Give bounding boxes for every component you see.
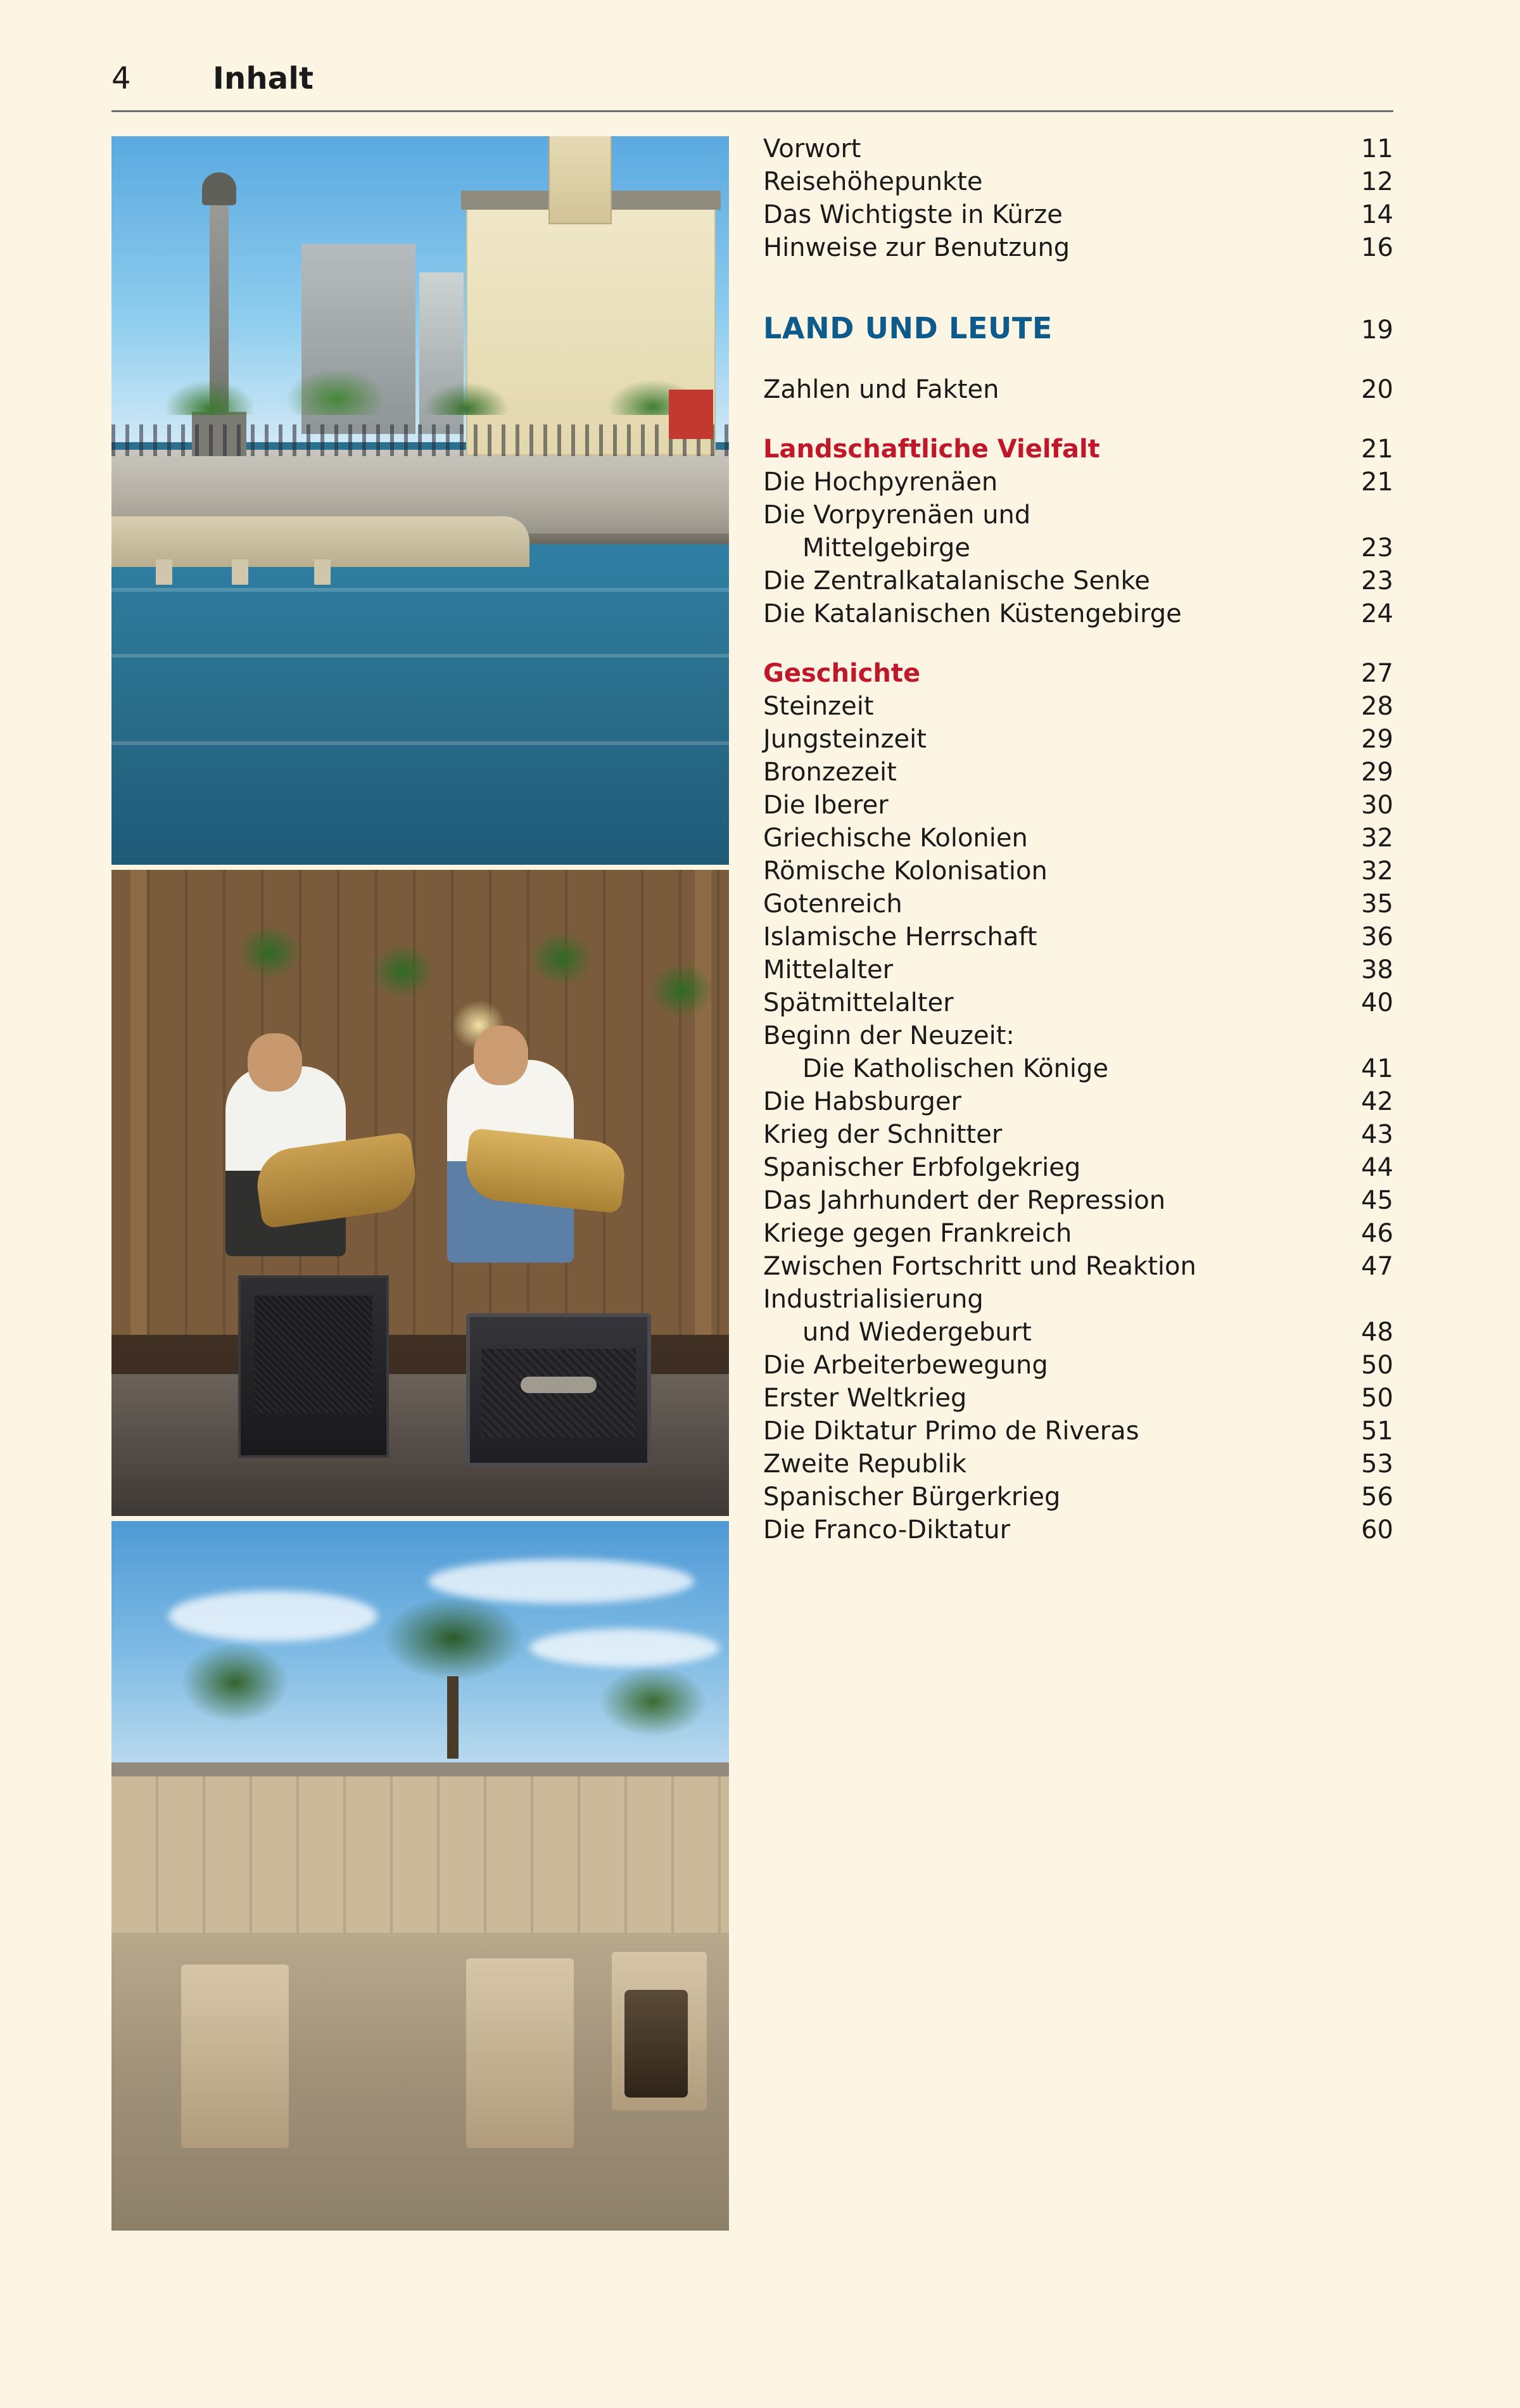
toc-entry-label: Die Franco-Diktatur <box>763 1515 1011 1545</box>
toc-entry-label: Beginn der Neuzeit: <box>763 1021 1015 1050</box>
toc-entry-page: 53 <box>1361 1449 1393 1479</box>
toc-entry-label: Krieg der Schnitter <box>763 1120 1003 1149</box>
toc-entry-label: Gotenreich <box>763 889 902 919</box>
toc-entry-label: Die Katholischen Könige <box>802 1054 1109 1083</box>
toc-entry-page: 23 <box>1361 566 1393 596</box>
toc-entry-page: 48 <box>1361 1318 1393 1347</box>
toc-entry-page: 30 <box>1361 791 1393 820</box>
toc-entry-page: 41 <box>1361 1054 1393 1083</box>
toc-entry-page: 36 <box>1361 922 1393 952</box>
toc-entry[interactable] <box>763 990 1393 1016</box>
pier-post <box>232 559 248 585</box>
toc-entry[interactable] <box>763 924 1393 950</box>
toc-entry[interactable] <box>763 760 1393 785</box>
guitar-amplifier <box>466 1313 651 1467</box>
toc-entry-page: 43 <box>1361 1120 1393 1149</box>
toc-entry[interactable] <box>763 1155 1393 1180</box>
toc-entry-label: Das Wichtigste in Kürze <box>763 200 1063 229</box>
door-frame-left <box>130 870 147 1335</box>
toc-entry-label: Vorwort <box>763 134 861 163</box>
toc-entry-page: 32 <box>1361 857 1393 886</box>
toc-subsection-page: 27 <box>1361 659 1393 688</box>
toc-entry-label: und Wiedergeburt <box>802 1318 1032 1347</box>
table-of-contents <box>763 136 1393 1550</box>
toc-entry-page: 29 <box>1361 758 1393 787</box>
toc-entry-label: Spanischer Erbfolgekrieg <box>763 1153 1081 1182</box>
hanging-plant <box>637 952 726 1028</box>
guitarist-right-head <box>474 1026 528 1085</box>
toc-entry-page: 40 <box>1361 988 1393 1017</box>
toc-entry-label: Das Jahrhundert der Repression <box>763 1186 1166 1215</box>
toc-entry[interactable] <box>763 858 1393 884</box>
toc-entry-label: Islamische Herrschaft <box>763 922 1037 952</box>
toc-entry[interactable] <box>763 1056 1393 1081</box>
hanging-plant <box>517 921 605 997</box>
toc-entry[interactable] <box>763 568 1393 594</box>
pier-post <box>314 559 331 585</box>
iberian-ruins-photo <box>111 1521 729 2231</box>
toc-entry-label: Griechische Kolonien <box>763 824 1028 853</box>
pier-post <box>156 559 172 585</box>
toc-entry-label: Spanischer Bürgerkrieg <box>763 1482 1061 1512</box>
water-highlight <box>111 741 729 745</box>
toc-entry[interactable] <box>763 502 1393 528</box>
toc-entry-page: 14 <box>1361 200 1393 229</box>
toc-entry[interactable] <box>763 1287 1393 1312</box>
toc-entry-page: 60 <box>1361 1515 1393 1545</box>
harbour-columbus-monument-photo <box>111 136 729 865</box>
toc-entry[interactable] <box>763 891 1393 917</box>
toc-entry[interactable] <box>763 825 1393 851</box>
toc-entry[interactable] <box>763 727 1393 752</box>
toc-entry-label: Hinweise zur Benutzung <box>763 233 1070 262</box>
toc-entry-page: 56 <box>1361 1482 1393 1512</box>
toc-entry-label: Mittelalter <box>763 955 894 984</box>
toc-entry-page: 42 <box>1361 1087 1393 1116</box>
toc-entry-page: 21 <box>1361 468 1393 497</box>
toc-entry[interactable] <box>763 169 1393 194</box>
toc-entry-page: 11 <box>1361 134 1393 163</box>
toc-entry-page: 20 <box>1361 375 1393 404</box>
umbrella-pine <box>358 1581 548 1695</box>
toc-entry-label: Steinzeit <box>763 692 874 721</box>
toc-entry-page: 51 <box>1361 1417 1393 1446</box>
toc-entry[interactable] <box>763 136 1393 162</box>
pedestrian-crowd <box>111 424 729 456</box>
hanging-plant <box>225 914 314 990</box>
toc-entry-label: Kriege gegen Frankreich <box>763 1219 1072 1248</box>
toc-entry-label: Die Zentralkatalanische Senke <box>763 566 1150 596</box>
toc-entry[interactable] <box>763 1320 1393 1345</box>
toc-entry[interactable] <box>763 601 1393 627</box>
toc-section-page: 19 <box>1361 315 1393 345</box>
toc-entry-label: Die Hochpyrenäen <box>763 468 998 497</box>
toc-entry-page: 24 <box>1361 599 1393 628</box>
photo-column <box>111 136 729 2231</box>
toc-entry-page: 12 <box>1361 167 1393 196</box>
stone-pillar <box>466 1958 574 2148</box>
spacer <box>763 634 1393 661</box>
toc-entry-label: Zweite Republik <box>763 1449 966 1479</box>
toc-entry-page: 44 <box>1361 1153 1393 1182</box>
toc-section-land-und-leute[interactable] <box>763 311 1393 345</box>
toc-entry[interactable] <box>763 1451 1393 1477</box>
columbus-statue <box>202 172 236 205</box>
tree <box>580 1654 726 1749</box>
red-kiosk <box>669 390 713 439</box>
toc-entry-label: Die Diktatur Primo de Riveras <box>763 1417 1139 1446</box>
toc-subsection-landschaftliche-vielfalt[interactable] <box>763 436 1393 462</box>
toc-entry-label: Zwischen Fortschritt und Reaktion <box>763 1252 1196 1281</box>
palm-trees <box>111 345 729 415</box>
toc-entry-label: Spätmittelalter <box>763 988 954 1017</box>
page-number: 4 <box>111 61 131 96</box>
door-frame-right <box>695 870 711 1335</box>
stone-niche <box>624 1990 688 2098</box>
toc-entry[interactable] <box>763 1418 1393 1444</box>
stone-pillar <box>181 1965 289 2148</box>
toc-subsection-page: 21 <box>1361 435 1393 464</box>
toc-entry-label: Die Vorpyrenäen und <box>763 500 1031 530</box>
toc-entry[interactable] <box>763 377 1393 402</box>
toc-entry-label: Römische Kolonisation <box>763 857 1048 886</box>
toc-entry-page: 16 <box>1361 233 1393 262</box>
toc-entry-page: 46 <box>1361 1219 1393 1248</box>
toc-entry-label: Reisehöhepunkte <box>763 167 983 196</box>
hanging-plant <box>358 933 447 1009</box>
toc-entry[interactable] <box>763 235 1393 260</box>
toc-entry-page: 32 <box>1361 824 1393 853</box>
toc-entry[interactable] <box>763 1023 1393 1048</box>
toc-entry-page: 29 <box>1361 725 1393 754</box>
toc-entry-label: Mittelgebirge <box>802 533 970 563</box>
toc-entry-label: Industrialisierung <box>763 1285 984 1314</box>
toc-entry[interactable] <box>763 1188 1393 1213</box>
toc-entry[interactable] <box>763 1386 1393 1411</box>
ancient-stone-wall <box>111 1776 729 1932</box>
toc-entry-label: Erster Weltkrieg <box>763 1384 967 1413</box>
toc-entry[interactable] <box>763 1122 1393 1147</box>
spacer <box>763 410 1393 436</box>
guitarist-left-head <box>248 1033 302 1092</box>
toc-entry-page: 23 <box>1361 533 1393 563</box>
toc-entry[interactable] <box>763 202 1393 227</box>
toc-entry-page: 28 <box>1361 692 1393 721</box>
toc-entry[interactable] <box>763 1353 1393 1378</box>
toc-entry[interactable] <box>763 469 1393 495</box>
tree <box>162 1629 308 1736</box>
toc-entry[interactable] <box>763 1221 1393 1246</box>
toc-entry-label: Die Katalanischen Küstengebirge <box>763 599 1182 628</box>
toc-section-label: LAND UND LEUTE <box>763 311 1053 345</box>
toc-entry[interactable] <box>763 535 1393 561</box>
toc-entry-page: 45 <box>1361 1186 1393 1215</box>
toc-entry[interactable] <box>763 793 1393 818</box>
toc-entry-label: Jungsteinzeit <box>763 725 927 754</box>
toc-entry-page: 50 <box>1361 1384 1393 1413</box>
toc-entry-page: 50 <box>1361 1351 1393 1380</box>
water-highlight <box>111 654 729 658</box>
page-header <box>111 61 1393 112</box>
toc-entry-page: 38 <box>1361 955 1393 984</box>
pa-speaker <box>238 1275 389 1458</box>
spacer <box>763 350 1393 377</box>
toc-entry[interactable] <box>763 1484 1393 1510</box>
spacer <box>763 268 1393 314</box>
toc-entry-page: 35 <box>1361 889 1393 919</box>
amp-brand-logo <box>521 1377 597 1393</box>
toc-entry[interactable] <box>763 1517 1393 1543</box>
building-clock-tower <box>548 136 612 224</box>
toc-entry-label: Die Iberer <box>763 791 889 820</box>
toc-entry[interactable] <box>763 1089 1393 1114</box>
water-highlight <box>111 588 729 592</box>
toc-entry[interactable] <box>763 694 1393 719</box>
toc-entry-page: 47 <box>1361 1252 1393 1281</box>
page-title: Inhalt <box>213 61 314 96</box>
toc-subsection-label: Geschichte <box>763 659 921 688</box>
toc-subsection-label: Landschaftliche Vielfalt <box>763 435 1100 464</box>
water-region <box>111 544 729 865</box>
toc-subsection-geschichte[interactable] <box>763 661 1393 686</box>
toc-entry-label: Bronzezeit <box>763 758 897 787</box>
toc-entry[interactable] <box>763 1254 1393 1279</box>
toc-entry[interactable] <box>763 957 1393 983</box>
street-musicians-photo <box>111 870 729 1516</box>
toc-entry-label: Zahlen und Fakten <box>763 375 999 404</box>
toc-entry-label: Die Habsburger <box>763 1087 961 1116</box>
toc-entry-label: Die Arbeiterbewegung <box>763 1351 1048 1380</box>
